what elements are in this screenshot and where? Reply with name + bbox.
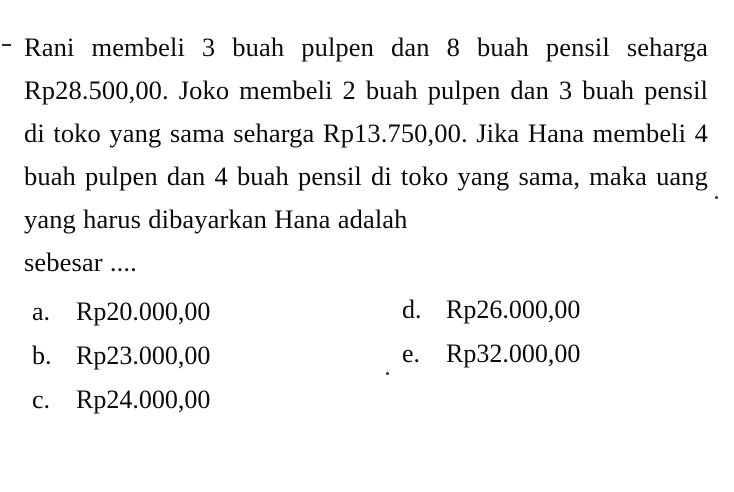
option-d-marker: d. — [402, 294, 422, 324]
question-last-line: sebesar .... — [24, 246, 137, 277]
option-a-label: Rp20.000,00 — [76, 296, 211, 326]
option-a[interactable] — [32, 296, 210, 327]
option-a-marker: a. — [32, 296, 51, 326]
option-c[interactable] — [32, 384, 210, 415]
option-c-label: Rp24.000,00 — [76, 384, 211, 414]
option-e-marker: e. — [402, 338, 421, 368]
option-e[interactable] — [402, 338, 580, 369]
option-d-label: Rp26.000,00 — [446, 294, 581, 324]
scan-speck — [715, 196, 718, 199]
option-b-marker: b. — [32, 340, 52, 370]
page-edge-mark — [2, 44, 11, 46]
option-c-marker: c. — [32, 384, 51, 414]
option-d[interactable] — [402, 294, 580, 325]
answer-options — [24, 296, 708, 446]
option-e-label: Rp32.000,00 — [446, 338, 581, 368]
option-b-label: Rp23.000,00 — [76, 340, 211, 370]
option-b[interactable] — [32, 340, 210, 371]
question-body: Rani membeli 3 buah pulpen dan 8 buah pensil seharga Rp28.500,00. Joko membeli 2 buah pulpen dan 3 buah pensil di toko yang sama seharga Rp13.750,00. Jika Hana membeli 4 buah pulpen dan 4 buah pensil di toko yang sama, maka uang yang harus dibayarkan Hana adalah — [24, 32, 708, 234]
question-text — [24, 26, 708, 284]
